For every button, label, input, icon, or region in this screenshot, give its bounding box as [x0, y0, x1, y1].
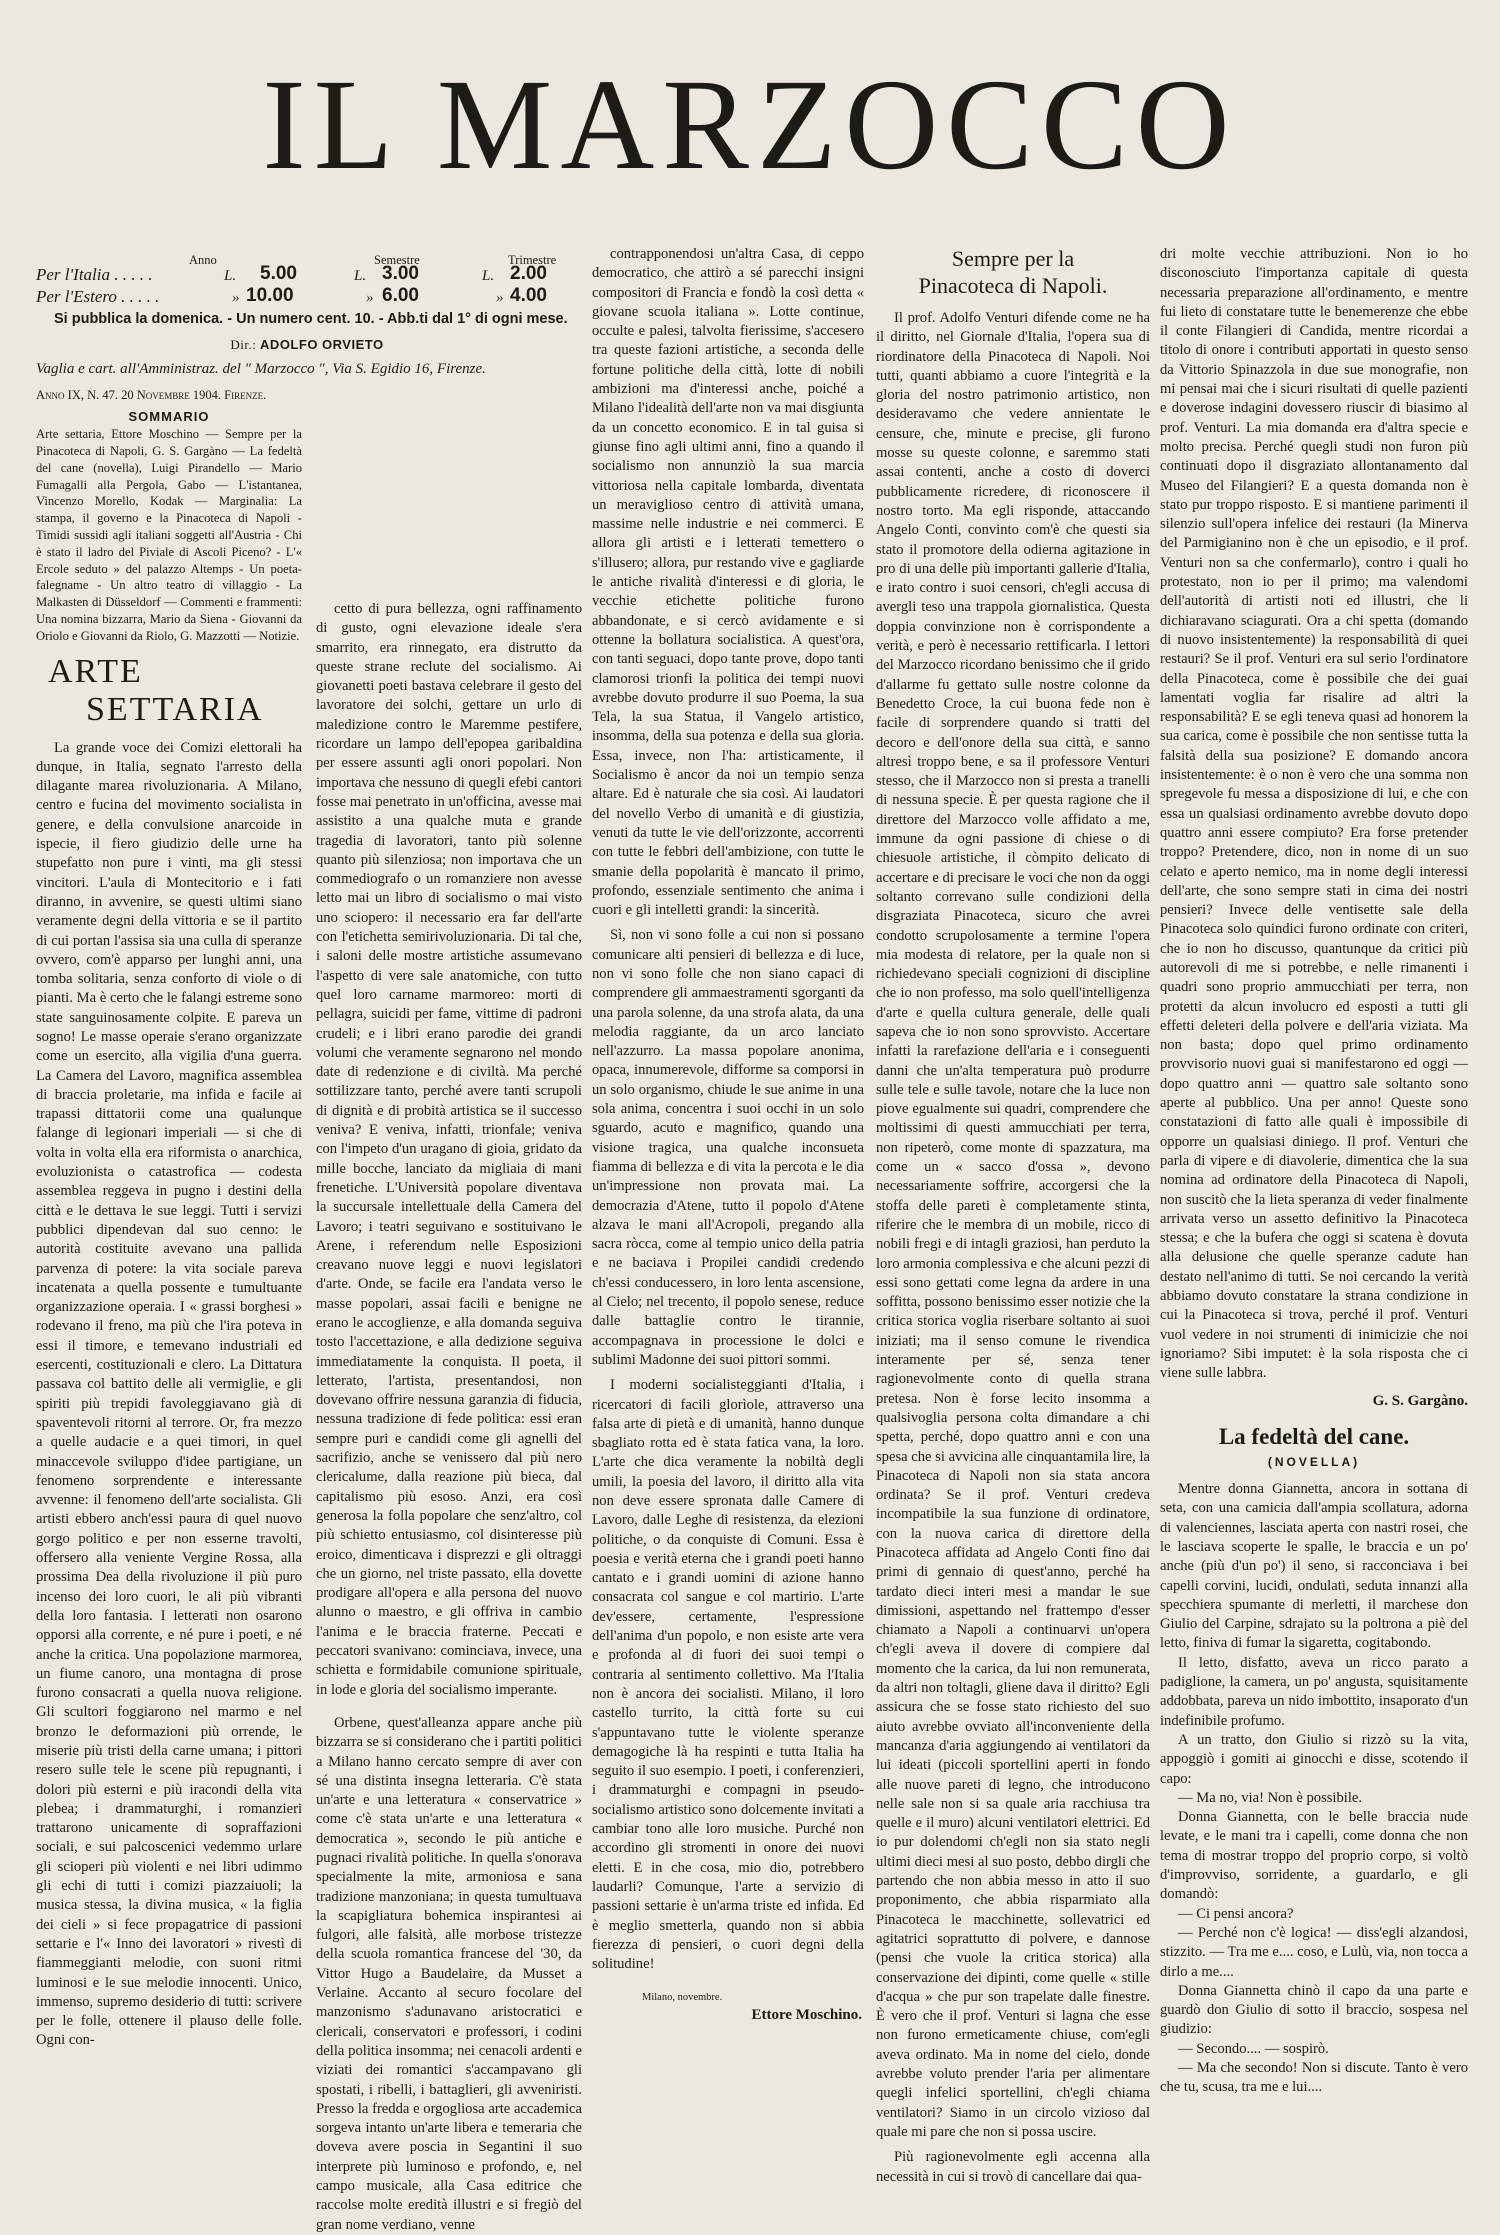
author-signature: Ettore Moschino. — [751, 2006, 862, 2023]
paragraph: Il prof. Adolfo Venturi difende come ne ha il diritto, nel Giornale d'Italia, l'opera sua di riordinatore della Pinacoteca di Napoli. Noi tutti, quanti abbiamo a cuore l'integrità e la gloria del nostro patrimonio artistico, non desideravamo che vedere annientate le censure, che, minute e precise, gli furono mosse su queste colonne, e saremmo stati assai contenti, anche a costo di doverci pubblicamente ricredere, di riconoscere il nostro torto. Ma egli risponde, attaccando Angelo Conti, convinto com'è che questi sia stato il promotore della odierna agitazione in pro di una delle più importanti gallerie d'Italia, e irato contro i suoi censori, ch'egli accusa di avergli teso una trappola giornalistica. Questa doppia convinzione non è corrispondente a verità, e però è necessario rettificarla. I lettori del Marzocco ricordano benissimo che il grido d'allarme fu gettato sulle nostre colonne da Benedetto Croce, la cui buona fede non è facile di sorprendere quando si tratti del decoro e dell'onore della sua città, e sanno altresì troppo bene, e sa il professore Venturi stesso, che il Marzocco non si presta a tranelli di nessuna specie. È per questa ragione che il direttore del Marzocco volle affidato a me, immune da ogni passione di chiese o di chiesuole artistiche, il còmpito delicato di accertare e di precisare le voci che non da oggi soltanto correvano sulle condizioni della disgraziata Pinacoteca, sicuro che avrei condotto scrupolosamente a termine l'opera mia modesta di relatore, per la quale non si richiedevano speciali cognizioni di discipline che io non professo, ma solo quell'intelligenza d'arte e quella cultura generale, delle quali sapeva che io non sono sprovvisto. Accertare infatti la rarefazione dell'aria e i conseguenti danni che un'alta temperatura può produrre sulle tele e sulle tavole, notare che la luce non piove egualmente sui quadri, comprendere che moltissimi di questi ammucchiati per terra, non ripeterò, come monte di spazzatura, ma come un « sacco d'ossa », devono necessariamente soffrire, accorgersi che la stoffa delle pareti è completamente stinta, riferire che le membra di un mobile, ricco di nobili fregi e di intagli graziosi, han perduto la loro armonia complessiva e che alcuni pezzi di essi sono gettati come legna da ardere in una soffitta, possono benissimo esser notizie che la critica storica voglia riserbare soltanto ai suoi iniziati; ma il senso comune le rivendica interamente per sé, senza tener ragionevolmente conto di quella strana pretesa. Non è forse lecito insomma a qualsivoglia persona colta dimandare a chi spetta, perché, dopo quattro anni e con una spesa che si avvicina alle cinquantamila lire, la Pinacoteca di Napoli non sia stata ancora ordinata? Se il prof. Venturi credeva incompatibile la sua funzione di ordinatore, con la nuova carica di direttore della Pinacoteca affidata ad Angelo Conti fino dai primi di gennaio di quest'anno, perché ha tardato dieci interi mesi a mandar le sue dimissioni, aspettando nel frattempo d'esser chiamato a Napoli a continuarvi un'opera ch'egli aveva il dovere di compiere dal momento che la carica, da lui non remunerata, da altri non toltagli, gliene dava il diritto? Egli assicura che se fosse stato richiesto del suo aiuto avrebbe ovviato all'inconveniente della mancanza d'aria aggiungendo ai ventilatori da lui ideati (piccoli sportellini aperti in fondo alle nuove pareti di legno, che introducono nelle sale non si sa quale aria racchiusa tra quelle e il muro) alcuni ventilatori elettrici. Ed io pur dolendomi ch'egli non sia stato negli ultimi dieci mesi al suo posto, debbo dirgli che partendo che non abbia messo in atto il suo proponimento, che abbia risparmiato alla Pinacoteca le macchinette, sollevatrici ed agitatrici soprattutto di polvere, e dannose (pensi che vuole la critica storica) alla conservazione dei dipinti, come quelle « stille d'acqua » che pur son trapelate dalle finestre. È vero che il prof. Venturi si lagna che esse non furono ermeticamente chiuse, com'egli aveva ordinato. Ma in nome del cielo, donde avrebbe voluto prender l'aria per alimentare quegli infelici sportellini, ch'egli chiama ventilatori? Siamo in un circolo vizioso dal quale mi pare che non si possa uscire. — [876, 310, 1150, 2140]
price-estero-anno: 10.00 — [246, 285, 294, 306]
author-signature: G. S. Gargàno. — [1372, 1392, 1468, 1409]
pinacoteca-column-1 — [876, 245, 1150, 2185]
arte-column-3 — [592, 245, 864, 2090]
paragraph: — Perché non c'è logica! — diss'egli alzandosi, stizzito. — Tra me e.... coso, e Lulù, via, non tocca a dirlo a me.... — [1160, 1924, 1468, 1980]
header-semestre: Semestre — [374, 253, 420, 267]
paragraph: — Secondo.... — sospirò. — [1178, 2040, 1329, 2057]
label-estero: Per l'Estero . . . . . — [36, 287, 160, 306]
sommario-text: Arte settaria, Ettore Moschino — Sempre per la Pinacoteca di Napoli, G. S. Gargàno — La fedeltà del cane (novella), Luigi Pirandello — Mario Fumagalli alla Pergola, Gabo — L'istantanea, Vincenzo Morello, Kodak — Marginalia: La stampa, il governo e la Pinacoteca di Napoli - Timidi sussidi agli italiani soggetti all'Austria - Chi è stato il ladro del Piviale di Ascoli Piceno? - L'« Ercole seduto » del palazzo Altemps - Un poeta-falegname - Un altro teatro di villaggio - La Malkasten di Düsseldorf — Commenti e frammenti: Una nomina bizzarra, Mario da Siena - Giovanni da Oriolo e Giovanni da Riolo, G. Mazzotti — Notizie. — [36, 427, 302, 643]
paragraph: — Ci pensi ancora? — [1178, 1905, 1294, 1922]
header-trimestre: Trimestre — [508, 253, 557, 267]
paragraph: — Ma no, via! Non è possibile. — [1178, 1789, 1363, 1806]
price-italia-anno: 5.00 — [260, 263, 297, 284]
paragraph: Orbene, quest'alleanza appare anche più bizzarra se si considerano che i partiti politici a Milano hanno cercato sempre di aver con sé una distinta insegna letteraria. C'è stata un'arte e una letteratura « conservatrice » come c'è stata un'arte e una letteratura « democratica », secondo le più antiche e pugnaci rivalità politiche. In quella s'onorava specialmente la mite, armoniosa e sana tradizione manzoniana; in questa tumultuava la scapigliatura bohemica inspirantesi ai fulgori, alle falsità, alle morbose tristezze della scuola romantica francese del '30, da Vittor Hugo a Baudelaire, da Musset a Verlaine. Accanto al securo focolare del manzonismo s'adunavano aristocratici e clericali, conservatori e professori, i codini della politica insomma; nei cenacoli ardenti e viziati dei romantici s'accampavano gli spostati, i ribelli, i battaglieri, gli avveniristi. Presso la fredda e orgogliosa arte accademica sorgeva intanto un'arte libera e temeraria che doveva avere poscia in Segantini il suo interprete più luminoso e profondo, e, nel campo musicale, alla Casa editrice che raccolse molte eredità illustri e si fregiò del gran nome verdiano, venne — [316, 1714, 582, 2233]
paragraph: A un tratto, don Giulio si rizzò su la vita, appoggiò i gomiti ai ginocchi e disse, scotendo il capo: — [1160, 1731, 1468, 1787]
title-line-2: Pinacoteca di Napoli. — [918, 273, 1108, 298]
paragraph: La grande voce dei Comizi elettorali ha dunque, in Italia, segnato l'arresto della dilagante marea rivoluzionaria. A Milano, centro e fucina del movimento socialista in genere, e della convulsione anarcoide in ispecie, il fiero giudizio delle urne ha stupefatto non pure i vinti, ma gli stessi vincitori. L'aula di Montecitorio e i fati diranno, in avvenire, se questi ultimi siano veramente degni della vittoria e se il partito di cui portan l'assisa sia una culla di speranze ovvero, com'è apparso per lunghi anni, una tomba solitaria, senza conforto di viole o di pianti. Ma è certo che le falangi estreme sono state sanguinosamente colpite. E pareva un sogno! Le masse operaie s'erano organizzate come un esercito, alla vigilia d'una guerra. La Camera del Lavoro, magnifica assemblea di braccia proletarie, ma infida e facile ai trapassi dittatorii come una qualunque falange di legionari imperiali — si che di volta in volta ella era riformista o anarchica, evoluzionista o catastrofica — codesta assemblea reggeva in pugno i destini della città e le dettava le sue leggi. Tutti i servizi pubblici dipendevan dal suo cenno: le autorità costituite avevano una pallida parvenza di potere: la vita sociale pareva incatenata a quella possente e tumultuante organizzazione operaia. I « grassi borghesi » rodevano il freno, ma più che l'ira poteva in essi il timore, e temevano industriali ed esercenti, costituzionali e clero. La Dittatura passava col battito delle ali vermiglie, e gli spiriti più trepidi favoleggiavano già di spaventevoli ritorni al terrore. Or, fra mezzo a quelle audacie e a quei timori, in quel minaccevole sviluppo d'idee partigiane, un fenomeno sorprendente e interessante avvenne: il fenomeno dell'arte socialista. Gli artisti ebbero anch'essi paura di quel nuovo gorgo politico e per non esserne travolti, offersero alla veniente Vergine Rossa, alla prossima Dea della rivoluzione il più puro incenso dei loro cuori, le ali più vibranti della loro fantasia. I letterati non osarono opporsi alla corrente, e né pure i poeti, e né anche la critica. Una popolazione marmorea, un fiume canoro, una montagna di prose furono consacrati a quella nuova religione. Gli scultori foggiarono nel marmo e nel bronzo le deformazioni più orrende, le miserie più tristi della carne umana; i pittori resero sulle tele le scene più repugnanti, i dolori più esterni e più iracondi della vita plebea; i drammaturghi, i romanzieri trattarono unicamente di sopraffazioni sociali, e sui palcoscenici vedemmo urlare gli scioperi più violenti e nei libri udimmo gli echi di tutti i comizi piazzaiuoli; la musica stessa, la divina musica, « la figlia dei cieli » si fece propagatrice di passioni settarie e l'« Inno dei lavoratori » rivestì di fiammeggianti melodie, con suoni ritmi luminosi e le sue melodie innocenti. Unico, immenso, supremo desiderio di tutti: scrivere per le folle, ottenere il plauso delle folle. Ogni con- — [36, 739, 302, 2049]
publication-note: Si pubblica la domenica. - Un numero cent. 10. - Abb.ti dal 1° di ogni mese. — [54, 311, 568, 327]
currency-symbol: L. — [482, 268, 495, 284]
issue-line: Anno IX, N. 47. 20 Novembre 1904. Firenze. — [36, 387, 267, 402]
director-name: ADOLFO ORVIETO — [260, 337, 384, 352]
paragraph: Donna Giannetta chinò il capo da una parte e guardò don Giulio di sotto il braccio, sospesa nel giudizio: — [1160, 1982, 1468, 2038]
title-line-1: ARTE — [48, 652, 143, 690]
label-italia: Per l'Italia . . . . . — [36, 265, 153, 284]
paragraph: Donna Giannetta, con le belle braccia nude levate, e le mani tra i capelli, come donna che non tema di mostrar troppo del proprio corpo, si voltò d'improvviso, sorridente, a guardarlo, e gli domandò: — [1160, 1809, 1468, 1903]
paragraph: Mentre donna Giannetta, ancora in sottana di seta, con una camicia dall'ampia scollatura, adorna di valenciennes, lasciata aperta con nastri rosei, che le lasciava scoperte le spalle, le braccia e un po' anche (più d'un po') il seno, si racconciava i bei capelli corvini, lucidi, ondulati, seduta innanzi alla specchiera spumante di merletti, il marchese don Giulio del Carpine, sdrajato su la poltrona a piè del letto, finiva di fumar la sigaretta, cogitabondo. — [1160, 1481, 1468, 1652]
right-column — [1160, 245, 1468, 2096]
currency-symbol: L. — [354, 268, 367, 284]
sommario-title: SOMMARIO — [128, 408, 210, 424]
ditto-mark: » — [366, 290, 374, 306]
paragraph: cetto di pura bellezza, ogni raffinamento di gusto, ogni elevazione ideale s'era smarrito, era rinnegato, era distrutto da queste strane reclute del socialismo. Ai giovanetti poeti bastava celebrare il gesto del lavoratore dei solchi, gettare un urlo di maledizione contro le Maremme pestifere, ricordare un lampo dell'epopea garibaldina per essere assunti agli onori popolari. Non importava che nessuno di quegli efebi cantori fosse mai penetrato in un'officina, avesse mai assistito a una qualche muta e grande tragedia di lavoratori, tanto più solenne quanto più silenziosa; non importava che un commediografo o un romanziere non avesse letto mai un libro di socialismo o mai visto uno sciopero: il necessario era far dell'arte con l'etichetta semirivoluzionaria. Di tal che, i saloni delle mostre artistiche assumevano l'aspetto di vere sale anatomiche, con tutto quel loro carname marmoreo: morti di pellagra, suicidi per fame, vittime di padroni crudeli; e i libri erano parodie dei grandi volumi che veramente segnarono nel mondo date di redenzione e di civiltà. Ma perché sottilizzare tanto, perché avere tanti scrupoli di dignità e di probità artistica se il successo veniva? E veniva, infatti, trionfale; veniva con l'impeto d'un uragano di gioia, gridato da mille bocche, lanciato da migliaia di mani frenetiche. L'Università popolare diventava la succursale intellettuale della Camera del Lavoro; i teatri seguivano e sostituivano le Arene, i referendum nelle Esposizioni creavano nuove leggi e nuovi legislatori d'arte. Onde, se facile era l'andata verso le masse popolari, assai facili e benigne ne erano le accoglienze, e alla domanda seguiva tosto l'accettazione, e alla dedizione seguiva immediatamente la conquista. Il poeta, il letterato, l'artista, presentandosi, non dovevano offrire nessuna garanzia di fiducia, nessuna tradizione di fede politica: essi eran sempre puri e candidi come gli agnelli del sacrifizio, anche se venissero dal più nero clericalume, dalla reazione più bieca, dal capitalismo più esoso. Anzi, era così generosa la folla popolare che senz'altro, col più schietto entusiasmo, col disinteresse più eroico, dimenticava i disprezzi e gli oltraggi che un giorno, nel triste passato, ella dovette prodigare all'opera e alla persona del nuovo alunno o maestro, e gli offriva in cambio l'anima e le braccia fraterne. Peccati e peccatori svanivano: cominciava, invece, una schietta e formidabile comunione spirituale, in lode e gloria del socialismo imperante. — [316, 601, 582, 1698]
header-anno: Anno — [189, 253, 217, 267]
paragraph: Più ragionevolmente egli accenna alla necessità in cui si trovò di cancellare dai qua- — [876, 2149, 1150, 2185]
article-subtitle: (NOVELLA) — [1267, 1454, 1361, 1469]
masthead: IL MARZOCCO — [262, 53, 1238, 197]
ditto-mark: » — [232, 290, 240, 306]
paragraph: Sì, non vi sono folle a cui non si possano comunicare alti pensieri di bellezza e di luce, non vi sono folle che non siano capaci di comprendere gli ammaestramenti sgorganti da una parola solenne, da una strofa alata, da una melodia raggiante, da un arco lanciato nell'azzurro. La massa popolare anonima, opaca, innumerevole, difforme sa comporsi in un solo organismo, chiude le sue anime in una sola anima, concentra i suoi occhi in un solo sguardo, acuto e magnifico, quando una visione tragica, una qualche inconsueta fiamma di bellezza e di vita la percota e le dia un'impressione non provata mai. La democrazia d'Atene, tutto il popolo d'Atene alzava le mani all'Acropoli, pregando alla sacra ròcca, come al tempio unico della patria e ne baciava i Propilei candidi credendo ch'essi conducessero, in loro lenta ascensione, al Cielo; nel trecento, il popolo senese, reduce dalle battaglie contro le tirannie, accompagnava in processione le dolci e sublimi Madonne dei suoi pittori sommi. — [592, 927, 864, 1368]
currency-symbol: L. — [224, 268, 237, 284]
paragraph: contrapponendosi un'altra Casa, di ceppo democratico, che attirò a sé parecchi insigni compositori di Francia e fondò la così detta « giovane scuola italiana ». Lotte continue, occulte e palesi, talvolta fierissime, s'accesero tra queste fazioni artistiche, a seconda delle fortune politiche della città, lotte di nobili ambizioni ma d'interessi anche, poiché a Milano l'idealità dell'arte non va mai disgiunta da un concetto economico. E in tal guisa si giunse fino agli ultimi anni, fino a quando il socialismo non annunziò la sua marcia vittoriosa nella capitale lombarda, diventata un meraviglioso centro di attività umana, massime nelle industrie e nei commerci. E allora gli artisti e i letterati temettero o s'illusero; allora, pur restando vive e gagliarde le antiche rivalità d'interessi e di gloria, le vecchie etichette politiche furono abbandonate, e si cercò avidamente e si ottenne la bollatura socialistica. A quest'ora, con tanti seguaci, dopo tante prove, dopo tanti clamorosi trionfi la politica dei tempi nuovi avrebbe dovuto produrre il suo Poema, la sua Tela, la sua Statua, il Vangelo artistico, insomma, della sua potenza e della sua gloria. Essa, invece, non l'ha: artisticamente, il Socialismo è ancor da noi un tempio senza altare. Ed è naturale che sia così. Ai laudatori del novello Verbo di umanità e di giustizia, venuti da tutte le vie dell'orizzonte, accorrenti con tutte le febbri dell'ambizione, con tutte le smanie della popolarità è mancato il primo, profondo, essenziale sentimento che anima i cuori e gli intelletti grandi: la sincerità. — [592, 246, 864, 919]
director-line — [36, 335, 578, 354]
ditto-mark: » — [496, 290, 504, 306]
paragraph: I moderni socialisteggianti d'Italia, i ricercatori di facili glorìole, attraverso una falsa arte di pietà e di umanità, hanno dunque sbagliato rotta ed è stata fatica vana, la loro. L'arte che dica veramente la nobiltà degli umili, la poesia del lavoro, il diritto alla vita non deve essere spronata dalle Camere di Lavoro, dalle Leghe di resistenza, da elezioni politiche, o da conquiste di Comuni. Essa è poesia e verità eterna che i grandi poeti hanno cantato e i grandi uomini di azione hanno consacrata col sangue e col martirio. L'arte dev'essere, certamente, l'espressione dell'anima d'un popolo, e non esiste arte vera e profonda al di fuori dei suoi tempi o contraria al sentimento collettivo. Ma l'Italia non è ancora dei socialisti. Milano, il loro castello turrito, la città forte su cui s'appuntavano tutte le violente speranze demagogiche là ha respinti e tutta Italia ha seguito il suo esempio. I poeti, i conferenzieri, i drammaturghi e compagni in pseudo-socialismo artistico sono dolcemente invitati a cambiar tono alle loro musiche. Purché non accordino gli stromenti in onore dei nuovi eletti. E in che cosa, mio dio, potrebbero laudarli? Comunque, l'arte a servizio di passioni settarie è un'arma triste ed infida. Ed è meglio smetterla, quando non si abbia fierezza di pensieri, o cuori degni della solitudine! — [592, 1377, 864, 1973]
paragraph: — Ma che secondo! Non si discute. Tanto è vero che tu, scusa, tra me e lui.... — [1160, 2060, 1468, 2096]
article-title-fedelta: La fedeltà del cane. — [1218, 1423, 1410, 1449]
price-italia-trimestre: 2.00 — [510, 263, 547, 284]
title-line-2: SETTARIA — [86, 690, 264, 728]
paragraph: dri molte vecchie attribuzioni. Non io ho disconosciuto l'importanza capitale di questa necessaria preparazione all'ordinamento, e mentre fui lieto di constatare tutte le benemerenze che ebbe il conte Filangieri di Candida, mentre ricordai a titolo di onore i contributi apportati in questo senso da Vittorio Spinazzola in due sue monografie, non mi pensai mai che i sicuri risultati di quelle pazienti e doverose indagini dovessero riuscir di biasimo al prof. Venturi. La mia domanda era d'altra specie e molto precisa. Perché quegli studi non furon più continuati dopo il disgraziato allontanamento dal Museo del Filangieri? E a questa domanda non è stato pur troppo risposto. E si mantiene parimenti il silenzio sull'opera infelice dei restauri (la Minerva del Parmigianino non è che un episodio, e il prof. Venturi non sa che confermarlo), contro i quali ho protestato, non io per il primo; ma valendomi dell'autorità di artisti noti ed illustri, che li dichiaravano sciagurati. Ora a chi spetta (domando di nuovo insistentemente) la responsabilità di quei restauri? Se il prof. Venturi era sul serio l'ordinatore della Pinacoteca, come è possibile che dei guai lamentati voglia far risalire ad altri la responsabilità? E se egli teneva quasi ad honorem la sua carica, come è possibile che non sentisse tutta la falsità della sua posizione? E domando ancora insistentemente: è o non è vero che una somma non spregevole fu messa a disposizione di lui, e che con essa un qualsiasi ordinamento avrebbe dovuto dopo quattro anni essere compiuto? Era forse pretender troppo? Pretendere, dico, non in nome di un suo celato e aperto nemico, ma in nome degli interessi dell'arte, che sono sempre stati in cima dei nostri pensieri? Invece delle ventisette sale della Pinacoteca solo quindici furono ordinate con criteri, che io non ho discusso, quantunque da critici più autorevoli di me si potrebbe, e nelle rimanenti i quadri sono proprio ammucchiati per terra, non protetti da alcun involucro ed esposti a tutti gli effetti deleteri della polvere e dell'aria viziata. Ma non basta; dopo quel primo ordinamento provvisorio nuovi guai si manifestarono ed oggi — dopo quattro anni — quattro sale soltanto sono aperte al pubblico. Una per anno! Queste sono constatazioni di fatto alle quali è impossibile di opporre un qualsiasi diniego. Il prof. Venturi che parla di vipere e di diavolerie, dimentica che la sua nomina ad ordinatore della Pinacoteca di Napoli, non suscitò che la lieta speranza di veder finalmente arrivata verso un assetto definitivo la Pinacoteca stessa; e che la bufera che oggi si scatena è dovuta alla delusione che quelle speranze cadute han destato nell'animo di tutti. Se noi cercando la verità abbiamo dovuto constatare la strana condizione in cui la Pinacoteca si trova, perché il prof. Venturi vuol vedere in noi strumenti di inimicizie che noi ignoriamo? Sibi imputet: è la sola risposta che ci viene sulle labbra. — [1160, 246, 1468, 1382]
administration-address: Vaglia e cart. all'Amministraz. del " Marzocco ", Via S. Egidio 16, Firenze. — [36, 361, 486, 378]
director-label: Dir.: — [230, 337, 257, 352]
price-estero-trimestre: 4.00 — [510, 285, 547, 306]
price-italia-semestre: 3.00 — [382, 263, 419, 284]
article-title-pinacoteca — [876, 245, 1150, 299]
price-estero-semestre: 6.00 — [382, 285, 419, 306]
dateline: Milano, novembre. — [642, 1992, 723, 2004]
article-title-arte-settaria — [36, 653, 302, 729]
title-line-1: Sempre per la — [951, 246, 1075, 271]
paragraph: Il letto, disfatto, aveva un ricco parato a padiglione, la camera, un po' angusta, squisitamente addobbata, pareva un nido imbottito, insaporato d'un indefinibile profumo. — [1160, 1654, 1468, 1729]
arte-column-1 — [36, 739, 302, 2051]
arte-column-2 — [316, 600, 582, 2233]
subscription-table — [36, 245, 576, 329]
